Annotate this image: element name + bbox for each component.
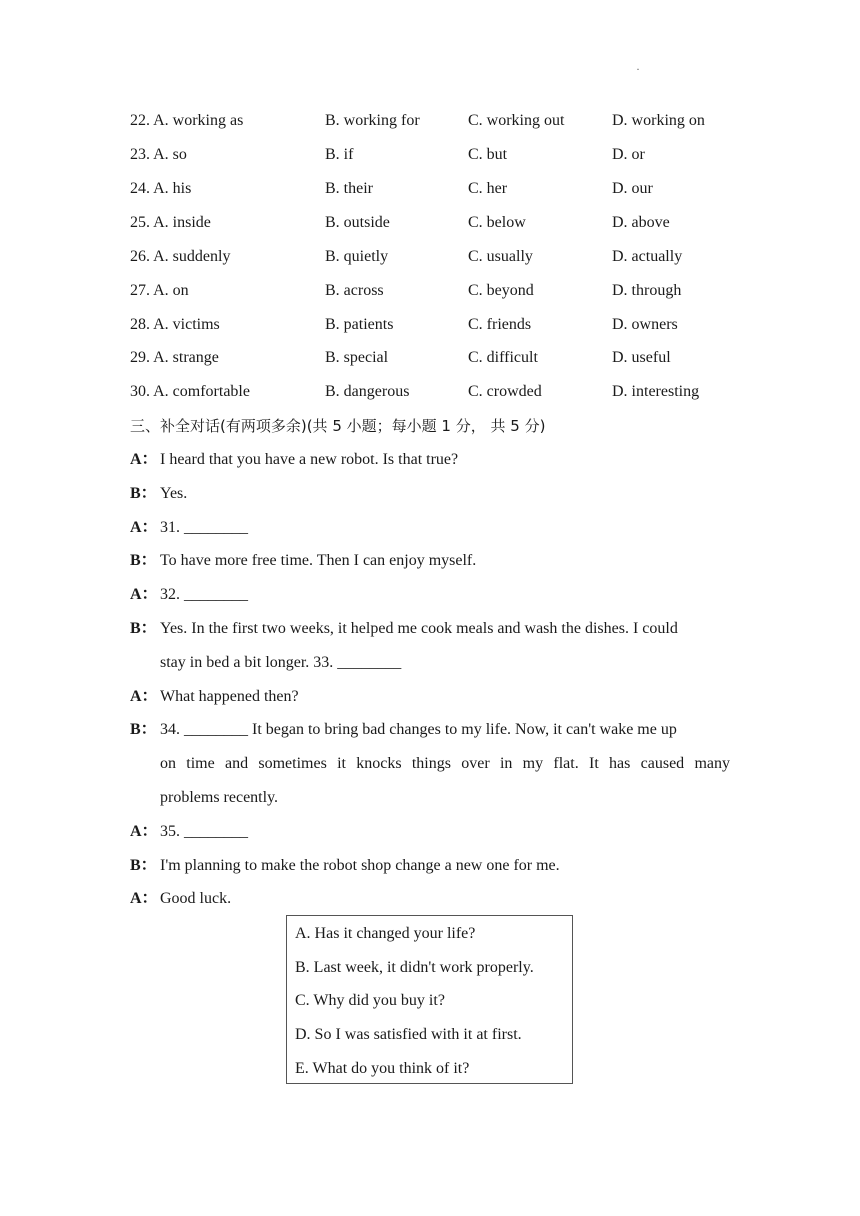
answer-option: D. So I was satisfied with it at first. — [295, 1026, 522, 1043]
section-title: 三、补全对话(有两项多余)(共 5 小题；每小题 1 分， 共 5 分) — [130, 417, 546, 435]
option-a: 24. A. his — [130, 180, 192, 197]
option-c: C. her — [468, 180, 508, 197]
speaker-label: A： — [130, 890, 158, 907]
option-d: D. actually — [612, 248, 683, 265]
option-a: 22. A. working as — [130, 112, 244, 129]
option-c: C. working out — [468, 112, 565, 129]
option-b: B. their — [325, 180, 373, 197]
answer-option: A. Has it changed your life? — [295, 925, 476, 942]
option-row — [130, 108, 750, 134]
answer-blank-35[interactable]: 35. ________ — [160, 823, 248, 840]
option-a: 23. A. so — [130, 146, 187, 163]
dialogue-line — [130, 515, 732, 541]
option-a: 26. A. suddenly — [130, 248, 231, 265]
speaker-label: B： — [130, 857, 157, 874]
option-row — [130, 176, 750, 202]
option-d: D. owners — [612, 316, 678, 333]
option-b: B. quietly — [325, 248, 389, 265]
answer-option: E. What do you think of it? — [295, 1060, 470, 1077]
dialogue-text: What happened then? — [160, 688, 299, 705]
option-a: 30. A. comfortable — [130, 383, 250, 400]
option-d: D. our — [612, 180, 653, 197]
answer-option: C. Why did you buy it? — [295, 992, 445, 1009]
option-d: D. working on — [612, 112, 705, 129]
option-a: 25. A. inside — [130, 214, 211, 231]
option-d: D. through — [612, 282, 682, 299]
option-b: B. patients — [325, 316, 394, 333]
speaker-label: B： — [130, 485, 157, 502]
dialogue-line — [130, 886, 732, 912]
speaker-label: B： — [130, 552, 157, 569]
option-a: 29. A. strange — [130, 349, 219, 366]
dialogue-continuation: stay in bed a bit longer. 33. ________ — [160, 654, 402, 671]
dialogue-line — [130, 616, 732, 642]
dialogue-text: Yes. In the first two weeks, it helped me cook meals and wash the dishes. I could — [160, 620, 678, 637]
dialogue-text: I heard that you have a new robot. Is that true? — [160, 451, 459, 468]
dialogue-line — [130, 582, 732, 608]
option-a: 28. A. victims — [130, 316, 220, 333]
dialogue-continuation: on time and sometimes it knocks things over in my flat. It has caused many — [160, 755, 730, 772]
answer-options-box — [286, 915, 573, 1084]
answer-blank-32[interactable]: 32. ________ — [160, 586, 248, 603]
speaker-label: B： — [130, 721, 157, 738]
dialogue-text: I'm planning to make the robot shop change a new one for me. — [160, 857, 560, 874]
dialogue-continuation: problems recently. — [160, 789, 279, 806]
option-b: B. if — [325, 146, 354, 163]
dialogue-line — [130, 481, 732, 507]
option-c: C. usually — [468, 248, 533, 265]
option-c: C. beyond — [468, 282, 534, 299]
option-row — [130, 142, 750, 168]
dialogue-line — [130, 684, 732, 710]
dialogue-text: Good luck. — [160, 890, 232, 907]
option-row — [130, 345, 750, 371]
speaker-label: A： — [130, 823, 158, 840]
dialogue-text: Yes. — [160, 485, 188, 502]
option-c: C. difficult — [468, 349, 538, 366]
option-d: D. or — [612, 146, 645, 163]
option-c: C. but — [468, 146, 508, 163]
speaker-label: A： — [130, 586, 158, 603]
dialogue-line — [130, 548, 732, 574]
speaker-label: A： — [130, 451, 158, 468]
option-c: C. friends — [468, 316, 532, 333]
dialogue-text: To have more free time. Then I can enjoy myself. — [160, 552, 477, 569]
option-c: C. crowded — [468, 383, 542, 400]
option-b: B. dangerous — [325, 383, 410, 400]
option-b: B. outside — [325, 214, 390, 231]
option-d: D. useful — [612, 349, 671, 366]
dialogue-line — [130, 853, 732, 879]
speaker-label: B： — [130, 620, 157, 637]
option-row — [130, 312, 750, 338]
option-d: D. interesting — [612, 383, 700, 400]
option-row — [130, 278, 750, 304]
option-d: D. above — [612, 214, 670, 231]
option-row — [130, 379, 750, 405]
option-row — [130, 244, 750, 270]
option-b: B. special — [325, 349, 389, 366]
dialogue-text: 34. ________ It began to bring bad changes to my life. Now, it can't wake me up — [160, 721, 677, 738]
dialogue-line — [130, 819, 732, 845]
option-a: 27. A. on — [130, 282, 189, 299]
option-c: C. below — [468, 214, 526, 231]
option-b: B. working for — [325, 112, 420, 129]
speaker-label: A： — [130, 519, 158, 536]
answer-blank-31[interactable]: 31. ________ — [160, 519, 248, 536]
dialogue-line — [130, 717, 732, 743]
corner-mark: · — [636, 62, 640, 76]
option-row — [130, 210, 750, 236]
answer-option: B. Last week, it didn't work properly. — [295, 959, 534, 976]
speaker-label: A： — [130, 688, 158, 705]
option-b: B. across — [325, 282, 384, 299]
dialogue-line — [130, 447, 732, 473]
